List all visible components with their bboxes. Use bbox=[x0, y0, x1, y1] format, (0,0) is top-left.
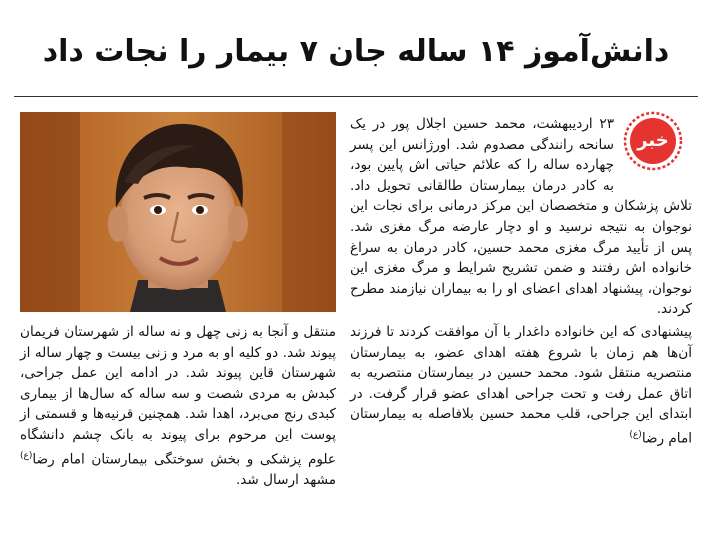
headline: دانش‌آموز ۱۴ ساله جان ۷ بیمار را نجات داد bbox=[42, 34, 670, 69]
right-column bbox=[350, 114, 692, 449]
right-paragraph-1-text: ۲۳ اردیبهشت، محمد حسین اجلال پور در یک سانحه رانندگی مصدوم شد. اورژانس این پسر چهارده ساله را که علائم حیاتی اش پایین بود، به کادر درمان بیمارستان طالقانی تحویل داد. تلاش پزشکان و متخصصان این مرکز درمانی برای نجات این نوجوان به نتیجه نرسید و او دچار عارضه مرگ مغزی شد. پس از تأیید مرگ مغزی محمد حسین، کادر درمان به سراغ خانواده اش رفتند و ضمن تشریح شرایط و مرگ مغزی این نوجوان، پیشنهاد اهدای اعضای او را به بیماران نیازمند مطرح کردند. bbox=[350, 116, 692, 318]
left-paragraph bbox=[20, 322, 336, 490]
right-paragraph-2 bbox=[350, 322, 692, 449]
left-paragraph-tail: مشهد ارسال شد. bbox=[235, 471, 336, 488]
left-paragraph-footnote: (ع) bbox=[20, 450, 33, 461]
badge-label: خبر bbox=[637, 130, 669, 151]
headline-divider bbox=[14, 96, 698, 97]
portrait-photo bbox=[20, 112, 336, 312]
right-paragraph-2-footnote: (ع) bbox=[629, 429, 642, 440]
badge-wrap-space bbox=[614, 114, 692, 176]
right-paragraph-2-text: پیشنهادی که این خانواده داغدار با آن موافقت کردند تا فرزند آن‌ها هم زمان با شروع هفته اهدای عضو، به بیمارستان منتصریه منتقل شود. محمد حسین در بیمارستان منتصریه به اتاق عمل رفت و تحت جراحی اهدای عضو قرار گرفت. در ابتدای این جراحی، قلب محمد حسین بلافاصله به بیمارستان امام رضا bbox=[350, 323, 692, 447]
left-column bbox=[20, 322, 336, 490]
right-paragraph-1 bbox=[350, 114, 692, 320]
portrait-illustration bbox=[20, 112, 336, 312]
left-paragraph-text: منتقل و آنجا به زنی چهل و نه ساله از شهرستان فریمان پیوند شد. دو کلیه او به مرد و زنی بیست و چهار ساله از شهرستان قاین پیوند شد. در ادامه این عمل جراحی، کبدش به مردی شصت و سه ساله که سال‌ها از بیماری کبدی رنج می‌برد، اهدا شد. همچنین قرنیه‌ها و قسمتی از پوست این مرحوم برای پیوند به بانک چشم دانشگاه علوم پزشکی و بخش سوختگی بیمارستان امام رضا bbox=[20, 324, 336, 468]
